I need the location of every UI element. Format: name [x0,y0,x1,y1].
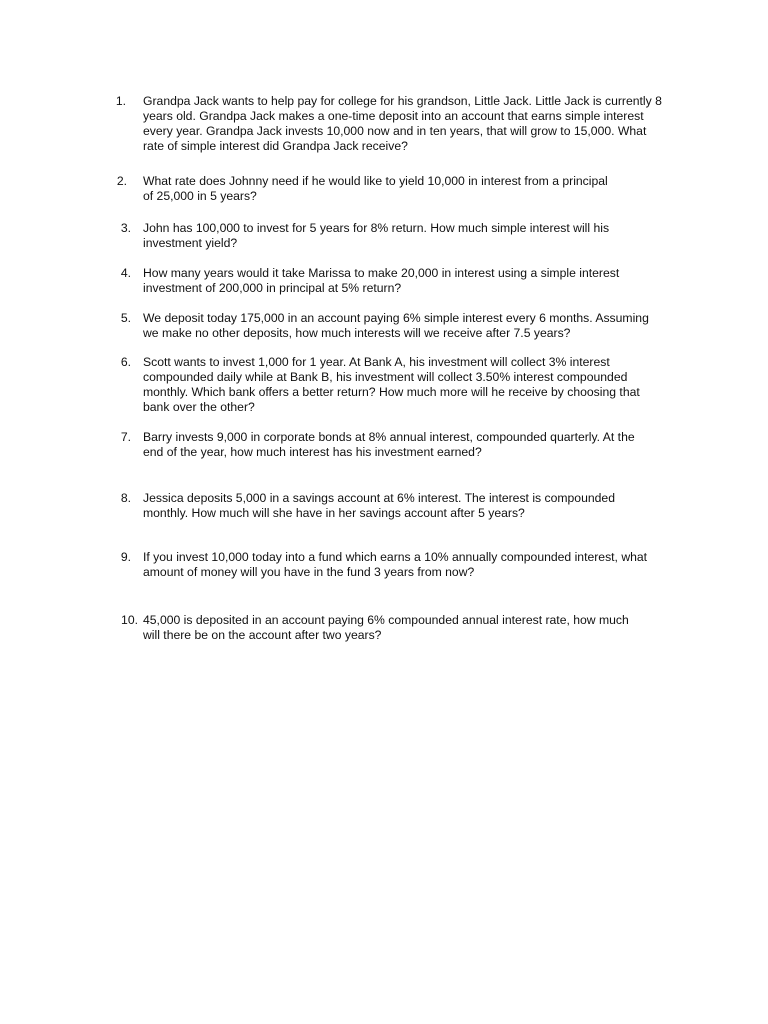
question-text: We deposit today 175,000 in an account paying 6% simple interest every 6 months. Assuming we make no other deposits, how much interests will we receive after 7.5 years? [143,311,649,340]
question-text: John has 100,000 to invest for 5 years for 8% return. How much simple interest will his investment yield? [143,221,610,250]
question-number: 4. [120,266,131,280]
question-text: Barry invests 9,000 in corporate bonds at 8% annual interest, compounded quarterly. At the end of the year, how much interest has his investment earned? [143,430,635,459]
question-number: 2. [116,174,127,188]
question-number: 6. [120,355,131,369]
question-number: 7. [120,430,131,444]
question-text: Jessica deposits 5,000 in a savings account at 6% interest. The interest is compounded monthly. How much will she have in her savings account after 5 years? [143,491,615,520]
question-text: 45,000 is deposited in an account paying 6% compounded annual interest rate, how much will there be on the account after two years? [143,613,629,642]
question-number: 3. [120,221,131,235]
question-text: How many years would it take Marissa to make 20,000 in interest using a simple interest investment of 200,000 in principal at 5% return? [143,266,620,295]
question-text: If you invest 10,000 today into a fund which earns a 10% annually compounded interest, what amount of money will you have in the fund 3 years from now? [143,550,648,579]
question-text: Grandpa Jack wants to help pay for college for his grandson, Little Jack. Little Jack is currently 8 years old. Grandpa Jack makes a one-time deposit into an account that earns simple interest every year. Grandpa Jack invests 10,000 now and in ten years, that will grow to 15,000. What rate of simple interest did Grandpa Jack receive? [143,94,662,153]
question-number: 1. [115,94,126,108]
question-number: 10. [121,613,138,627]
question-number: 5. [120,311,131,325]
question-text: What rate does Johnny need if he would like to yield 10,000 in interest from a principal of 25,000 in 5 years? [143,174,608,203]
question-number: 9. [120,550,131,564]
question-number: 8. [120,491,131,505]
question-text: Scott wants to invest 1,000 for 1 year. At Bank A, his investment will collect 3% interest compounded daily while at Bank B, his investment will collect 3.50% interest compounded monthly. Which bank offers a better return? How much more will he receive by choosing that bank over the other? [143,355,640,414]
